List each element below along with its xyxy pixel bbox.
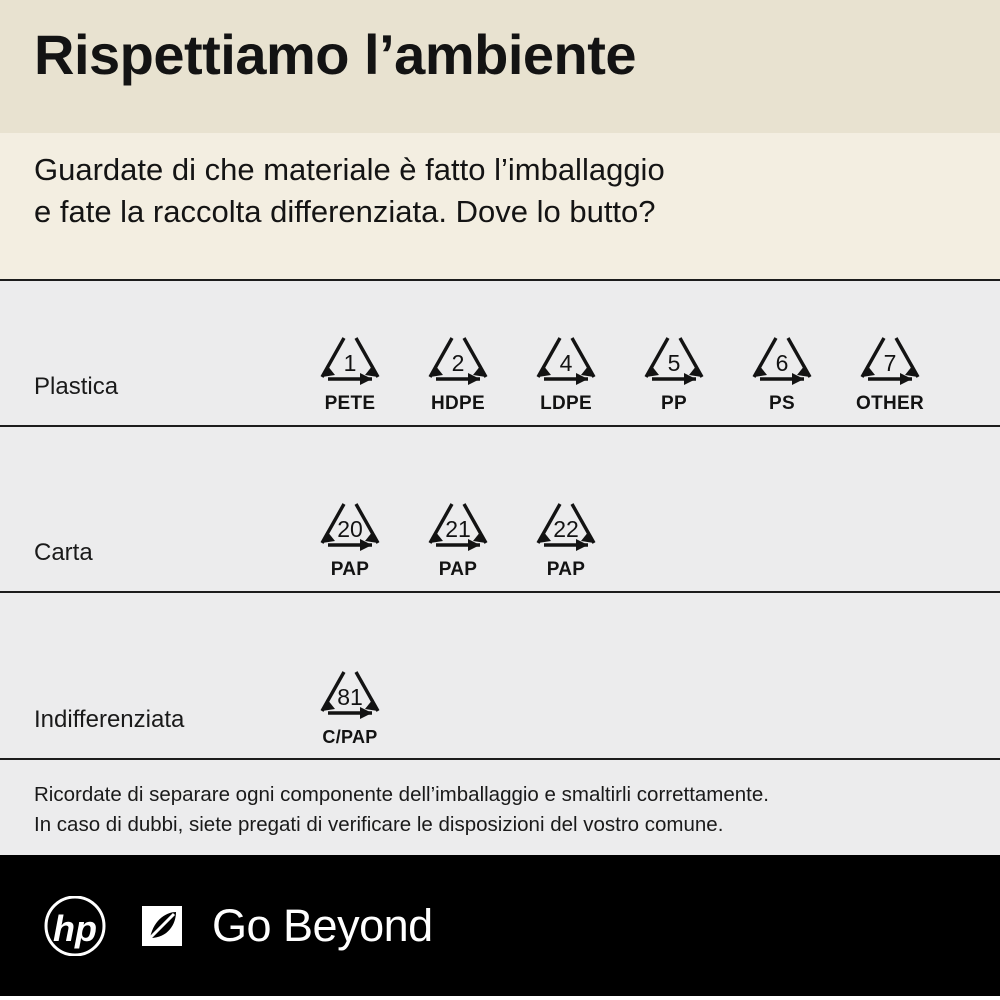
symbol-number: 6 [775,350,789,376]
symbol-code: PS [769,393,795,414]
mobius-triangle-icon [408,313,508,391]
footer-band [0,855,1000,996]
symbol-code: PAP [438,559,478,580]
footnote-line-1: Ricordate di separare ogni componente dell’imballaggio e smaltirli correttamente. [34,783,769,806]
recycling-symbol-ps [728,313,836,415]
recycling-symbol-pap-21 [404,479,512,581]
hp-logo-text: hp [53,907,97,949]
mobius-triangle-icon [840,313,940,391]
mobius-triangle-icon [624,313,724,391]
mobius-triangle-icon [732,313,832,391]
recycling-symbol-pap-22 [512,479,620,581]
material-row-plastica [0,279,1000,425]
symbol-number: 21 [445,516,471,542]
recycling-symbol-hdpe [404,313,512,415]
recycling-symbol-ldpe [512,313,620,415]
subtitle-line-2: e fate la raccolta differenziata. Dove lo butto? [34,193,656,229]
symbol-code: OTHER [856,393,924,414]
symbol-code: PP [661,393,687,414]
recycling-symbol-pap-20 [296,479,404,581]
symbol-number: 81 [337,684,363,710]
material-row-carta [0,425,1000,591]
recycling-symbol-pp [620,313,728,415]
mobius-triangle-icon [300,313,400,391]
symbol-group-carta [296,479,620,591]
footnote-line-2: In caso di dubbi, siete pregati di verificare le disposizioni del vostro comune. [34,812,724,836]
mobius-triangle-icon [408,479,508,557]
mobius-triangle-icon [300,647,400,725]
recycling-symbol-pete [296,313,404,415]
material-rows [0,279,1000,758]
symbol-number: 20 [337,516,363,542]
symbol-code: PAP [330,559,370,580]
row-label-carta: Carta [34,539,93,566]
subtitle-band [0,133,1000,279]
symbol-code: HDPE [431,393,485,414]
subtitle-line-1: Guardate di che materiale è fatto l’imballaggio [34,152,665,187]
symbol-number: 1 [343,350,357,376]
symbol-number: 5 [667,350,681,376]
mobius-triangle-icon [516,313,616,391]
symbol-number: 2 [451,350,465,376]
mobius-triangle-icon [516,479,616,557]
page-title: Rispettiamo l’ambiente [34,23,637,86]
symbol-number: 4 [559,350,573,376]
row-label-indifferenziata: Indifferenziata [34,706,185,733]
recycling-symbol-cpap-81 [296,647,404,748]
footnote-band [0,758,1000,855]
material-row-indifferenziata [0,591,1000,758]
footer-tagline: Go Beyond [212,900,433,951]
symbol-group-plastica [296,313,944,425]
symbol-code: C/PAP [322,727,378,747]
symbol-code: PAP [546,559,586,580]
header-band [0,0,1000,133]
mobius-triangle-icon [300,479,400,557]
symbol-code: LDPE [540,393,592,414]
hp-logo-icon [34,896,116,956]
recycling-symbol-other [836,313,944,415]
symbol-code: PETE [324,393,376,414]
symbol-group-indifferenziata [296,647,404,758]
row-label-plastica: Plastica [34,373,119,400]
symbol-number: 22 [553,516,579,542]
symbol-number: 7 [883,350,897,376]
leaf-arrow-icon [134,898,190,954]
